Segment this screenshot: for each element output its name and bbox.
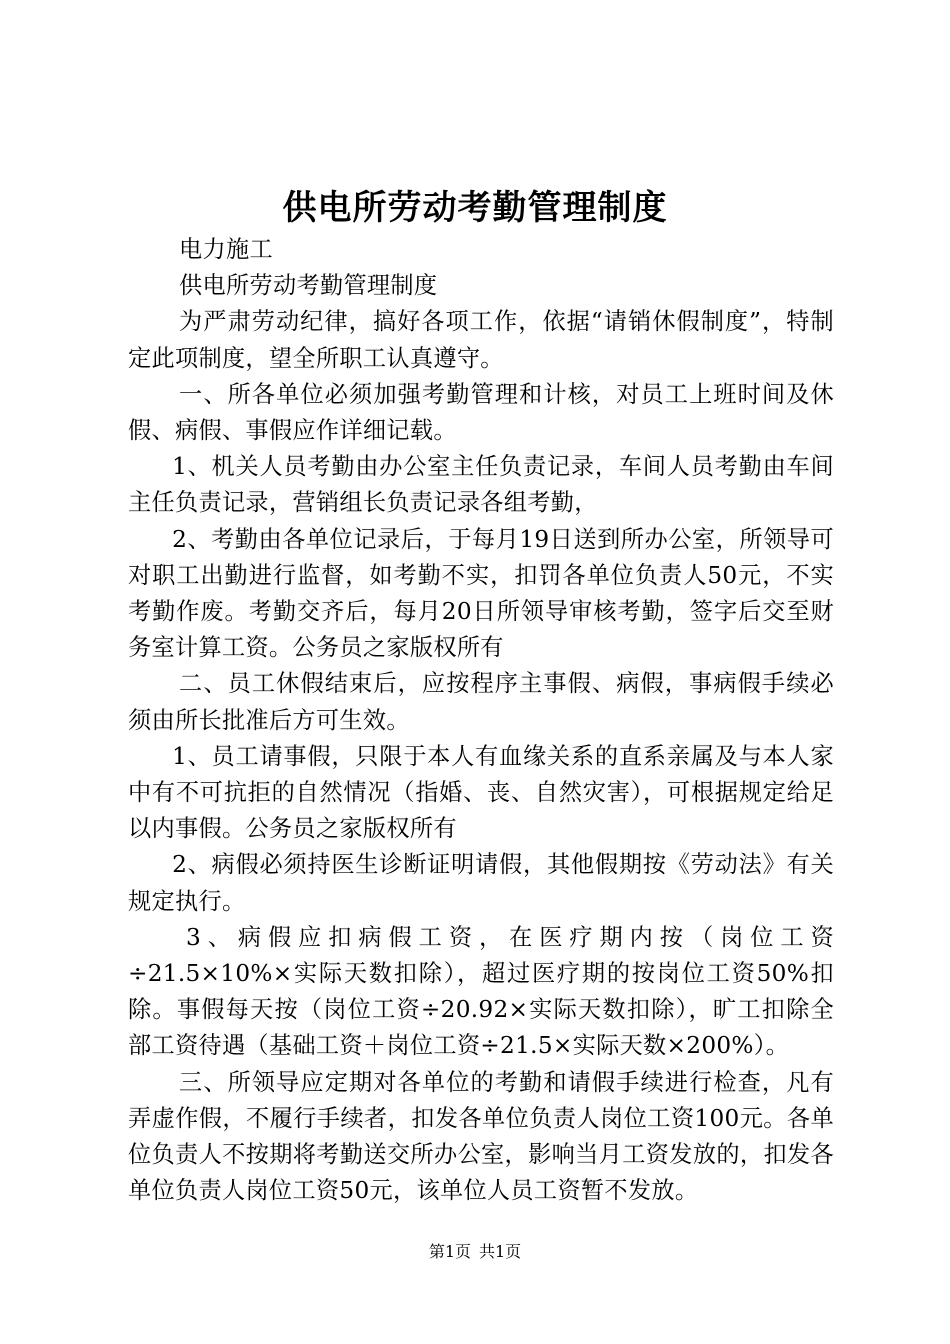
paragraph-section-1-item-1: 1、机关人员考勤由办公室主任负责记录，车间人员考勤由车间主任负责记录，营销组长负责记录各组考勤， xyxy=(128,453,834,517)
paragraph-section-2-item-1: 1、员工请事假，只限于本人有血缘关系的直系亲属及与本人家中有不可抗拒的自然情况（指婚、丧、自然灾害），可根据规定给足以内事假。公务员之家版权所有 xyxy=(128,742,834,843)
document-body xyxy=(128,232,834,1209)
paragraph-section-2-item-3: 3、病假应扣病假工资，在医疗期内按（岗位工资÷21.5×10%×实际天数扣除），超过医疗期的按岗位工资50%扣除。事假每天按（岗位工资÷20.92×实际天数扣除），旷工扣除全部工资待遇（基础工资＋岗位工资÷21.5×实际天数×200%）。 xyxy=(128,923,834,1060)
paragraph-category: 电力施工 xyxy=(179,236,273,263)
paragraph-section-2-item-2: 2、病假必须持医生诊断证明请假，其他假期按《劳动法》有关规定执行。 xyxy=(128,851,834,915)
page-total: 共1页 xyxy=(479,1242,522,1261)
paragraph-section-1: 一、所各单位必须加强考勤管理和计核，对员工上班时间及休假、病假、事假应作详细记载。 xyxy=(128,380,834,445)
paragraph-section-1-item-2: 2、考勤由各单位记录后，于每月19日送到所办公室，所领导可对职工出勤进行监督，如考勤不实，扣罚各单位负责人50元，不实考勤作废。考勤交齐后，每月20日所领导审核考勤，签字后交至财务室计算工资。公务员之家版权所有 xyxy=(128,525,834,662)
paragraph-subtitle: 供电所劳动考勤管理制度 xyxy=(179,272,438,300)
page-footer xyxy=(0,1240,950,1264)
paragraph-section-2: 二、员工休假结束后，应按程序主事假、病假，事病假手续必须由所长批准后方可生效。 xyxy=(128,670,834,734)
page-number: 第1页 xyxy=(428,1242,471,1261)
paragraph-intro: 为严肃劳动纪律，搞好各项工作，依据“请销休假制度”，特制定此项制度，望全所职工认真遵守。 xyxy=(128,308,834,372)
document-title: 供电所劳动考勤管理制度 xyxy=(282,188,668,228)
paragraph-section-3: 三、所领导应定期对各单位的考勤和请假手续进行检查，凡有弄虚作假，不履行手续者，扣发各单位负责人岗位工资100元。各单位负责人不按期将考勤送交所办公室，影响当月工资发放的，扣发各单位负责人岗位工资50元，该单位人员工资暂不发放。 xyxy=(128,1068,834,1205)
